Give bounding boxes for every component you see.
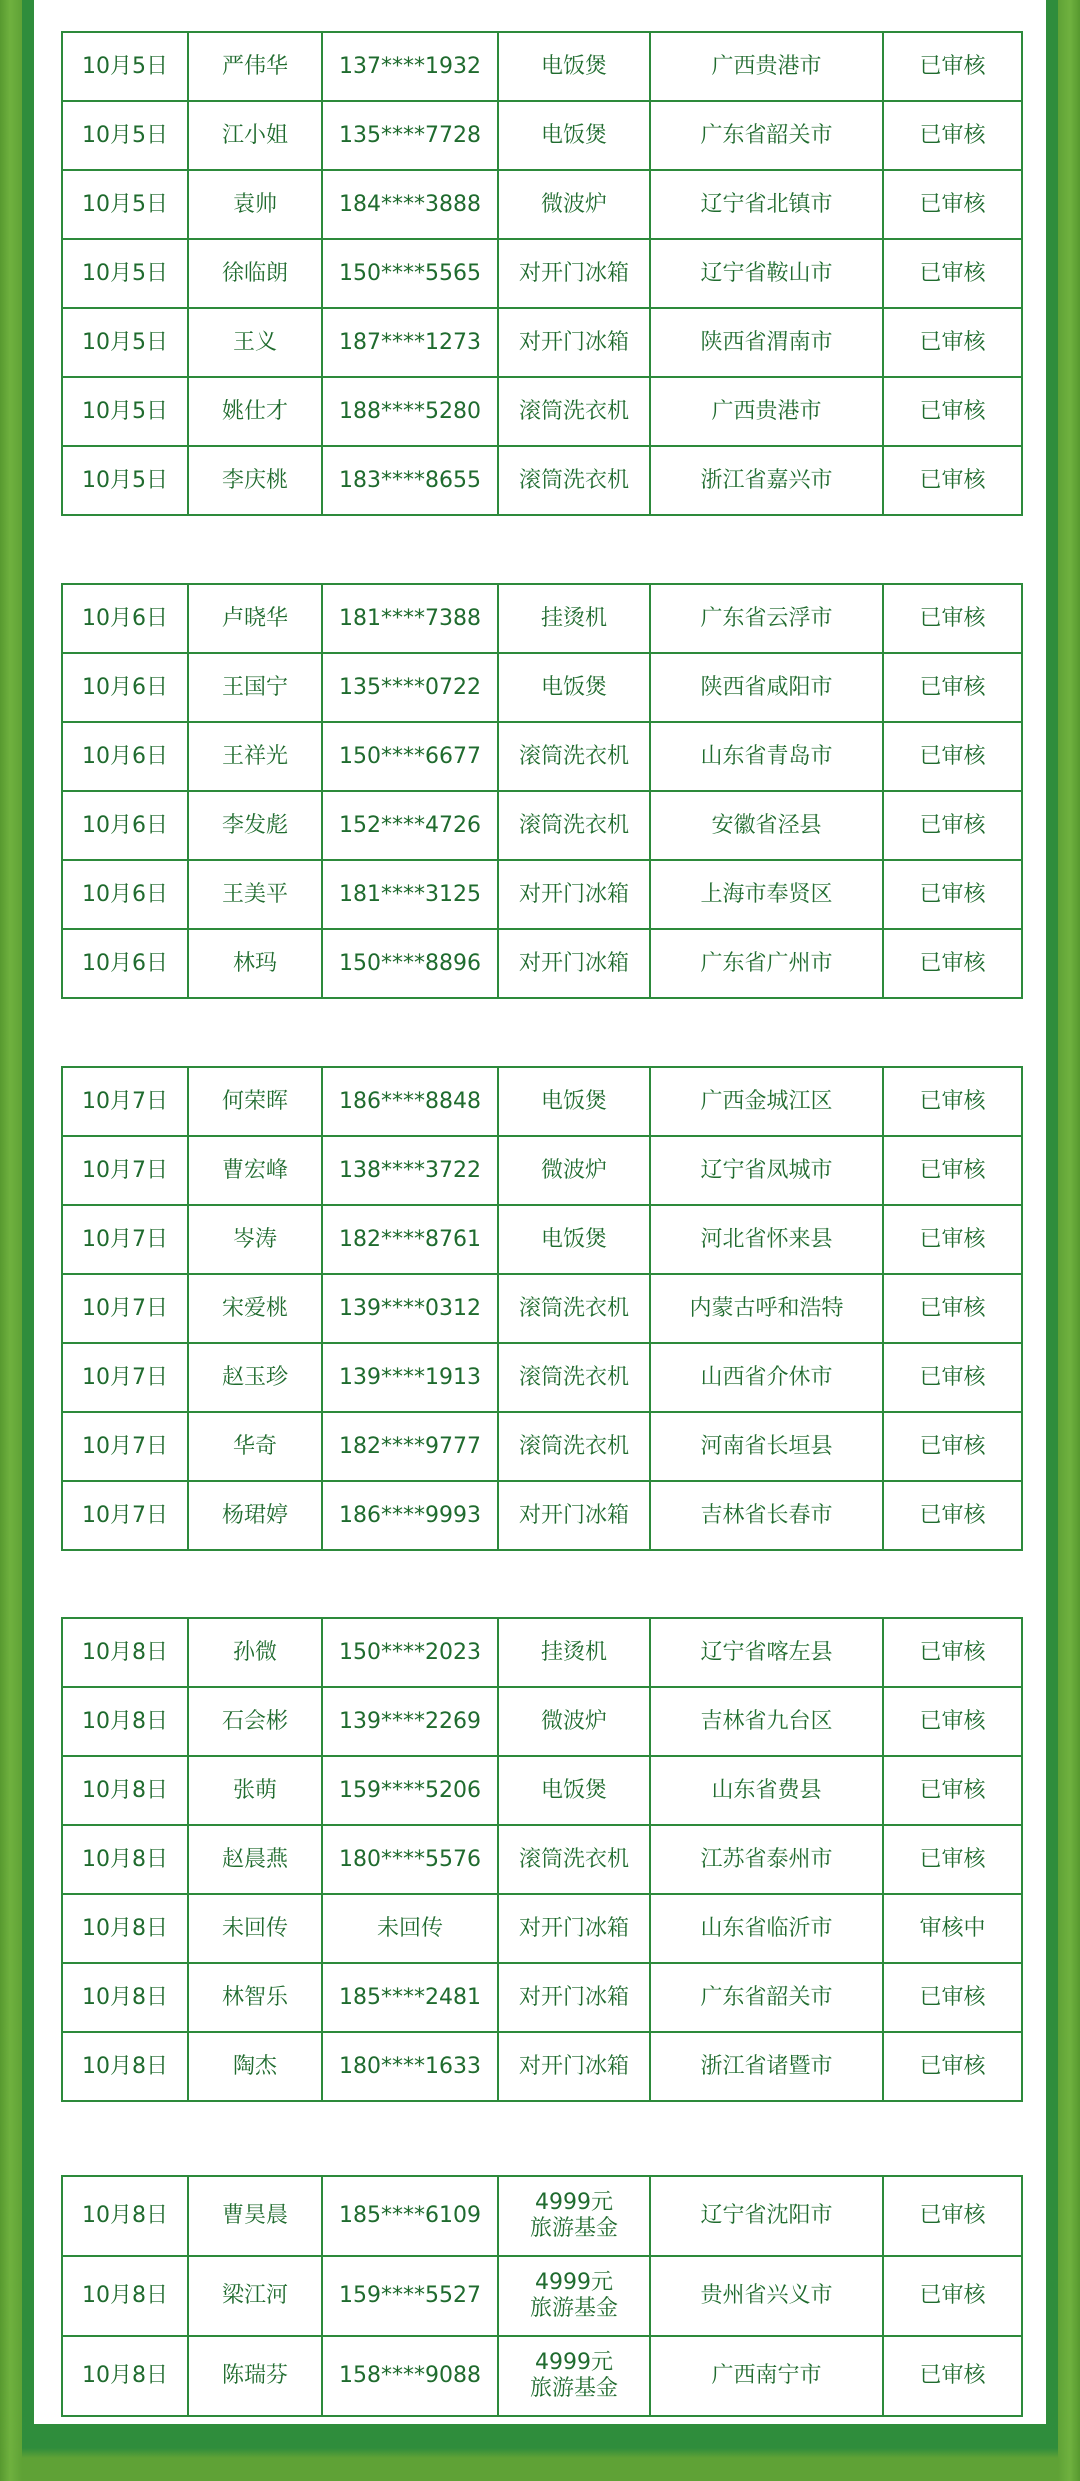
status-cell: 已审核 bbox=[883, 1067, 1022, 1136]
date-cell: 10月8日 bbox=[62, 1894, 188, 1963]
status-cell: 已审核 bbox=[883, 1687, 1022, 1756]
region-cell: 河北省怀来县 bbox=[650, 1205, 883, 1274]
name-cell: 曹昊晨 bbox=[188, 2176, 322, 2256]
prize-cell: 微波炉 bbox=[498, 170, 650, 239]
status-cell: 已审核 bbox=[883, 32, 1022, 101]
status-cell: 已审核 bbox=[883, 584, 1022, 653]
date-cell: 10月8日 bbox=[62, 1963, 188, 2032]
table-row bbox=[62, 1825, 1022, 1894]
phone-cell: 135****0722 bbox=[322, 653, 498, 722]
date-cell: 10月6日 bbox=[62, 722, 188, 791]
name-cell: 严伟华 bbox=[188, 32, 322, 101]
region-cell: 广东省韶关市 bbox=[650, 101, 883, 170]
name-cell: 王国宁 bbox=[188, 653, 322, 722]
name-cell: 陶杰 bbox=[188, 2032, 322, 2101]
prize-cell: 电饭煲 bbox=[498, 32, 650, 101]
status-cell: 已审核 bbox=[883, 1825, 1022, 1894]
frame-bottom-strip bbox=[22, 2448, 1058, 2481]
status-cell: 已审核 bbox=[883, 239, 1022, 308]
date-cell: 10月8日 bbox=[62, 2256, 188, 2336]
prize-cell bbox=[498, 2336, 650, 2416]
table-row bbox=[62, 1963, 1022, 2032]
region-cell: 吉林省长春市 bbox=[650, 1481, 883, 1550]
phone-cell: 137****1932 bbox=[322, 32, 498, 101]
date-cell: 10月6日 bbox=[62, 860, 188, 929]
date-cell: 10月8日 bbox=[62, 1825, 188, 1894]
region-cell: 山东省费县 bbox=[650, 1756, 883, 1825]
winners-table-travel-fund bbox=[61, 2175, 1023, 2417]
table-row bbox=[62, 1274, 1022, 1343]
status-cell: 已审核 bbox=[883, 377, 1022, 446]
status-cell: 已审核 bbox=[883, 170, 1022, 239]
date-cell: 10月7日 bbox=[62, 1136, 188, 1205]
prize-cell: 对开门冰箱 bbox=[498, 1963, 650, 2032]
status-cell: 已审核 bbox=[883, 101, 1022, 170]
status-cell: 已审核 bbox=[883, 2256, 1022, 2336]
phone-cell: 138****3722 bbox=[322, 1136, 498, 1205]
table-row bbox=[62, 1618, 1022, 1687]
prize-cell: 对开门冰箱 bbox=[498, 1894, 650, 1963]
status-cell: 已审核 bbox=[883, 722, 1022, 791]
prize-cell: 电饭煲 bbox=[498, 653, 650, 722]
date-cell: 10月8日 bbox=[62, 2336, 188, 2416]
date-cell: 10月8日 bbox=[62, 2176, 188, 2256]
name-cell: 袁帅 bbox=[188, 170, 322, 239]
region-cell: 广东省云浮市 bbox=[650, 584, 883, 653]
region-cell: 内蒙古呼和浩特 bbox=[650, 1274, 883, 1343]
name-cell: 华奇 bbox=[188, 1412, 322, 1481]
name-cell: 杨珺婷 bbox=[188, 1481, 322, 1550]
region-cell: 广西贵港市 bbox=[650, 377, 883, 446]
name-cell: 陈瑞芬 bbox=[188, 2336, 322, 2416]
phone-cell: 159****5206 bbox=[322, 1756, 498, 1825]
date-cell: 10月8日 bbox=[62, 1756, 188, 1825]
prize-cell: 对开门冰箱 bbox=[498, 308, 650, 377]
phone-cell: 150****2023 bbox=[322, 1618, 498, 1687]
prize-cell: 对开门冰箱 bbox=[498, 1481, 650, 1550]
phone-cell: 187****1273 bbox=[322, 308, 498, 377]
region-cell: 辽宁省喀左县 bbox=[650, 1618, 883, 1687]
prize-cell bbox=[498, 2176, 650, 2256]
date-cell: 10月5日 bbox=[62, 239, 188, 308]
phone-cell: 186****9993 bbox=[322, 1481, 498, 1550]
prize-cell: 电饭煲 bbox=[498, 1067, 650, 1136]
prize-cell: 微波炉 bbox=[498, 1136, 650, 1205]
name-cell: 曹宏峰 bbox=[188, 1136, 322, 1205]
phone-cell: 139****1913 bbox=[322, 1343, 498, 1412]
winners-table-oct7 bbox=[61, 1066, 1023, 1551]
name-cell: 卢晓华 bbox=[188, 584, 322, 653]
phone-cell: 152****4726 bbox=[322, 791, 498, 860]
prize-cell: 滚筒洗衣机 bbox=[498, 791, 650, 860]
date-cell: 10月5日 bbox=[62, 32, 188, 101]
region-cell: 山西省介休市 bbox=[650, 1343, 883, 1412]
winners-table-oct5 bbox=[61, 31, 1023, 516]
winners-table-oct6 bbox=[61, 583, 1023, 999]
phone-cell: 159****5527 bbox=[322, 2256, 498, 2336]
table-row bbox=[62, 1412, 1022, 1481]
region-cell: 山东省青岛市 bbox=[650, 722, 883, 791]
date-cell: 10月7日 bbox=[62, 1481, 188, 1550]
table-row bbox=[62, 2336, 1022, 2416]
phone-cell: 150****6677 bbox=[322, 722, 498, 791]
region-cell: 浙江省诸暨市 bbox=[650, 2032, 883, 2101]
table-row bbox=[62, 308, 1022, 377]
table-row bbox=[62, 860, 1022, 929]
prize-amount: 4999元 bbox=[535, 2350, 613, 2375]
prize-cell bbox=[498, 2256, 650, 2336]
table-row bbox=[62, 929, 1022, 998]
name-cell: 何荣晖 bbox=[188, 1067, 322, 1136]
name-cell: 孙微 bbox=[188, 1618, 322, 1687]
prize-cell: 微波炉 bbox=[498, 1687, 650, 1756]
date-cell: 10月6日 bbox=[62, 653, 188, 722]
phone-cell: 150****5565 bbox=[322, 239, 498, 308]
prize-type: 旅游基金 bbox=[529, 2216, 618, 2241]
phone-cell: 180****1633 bbox=[322, 2032, 498, 2101]
region-cell: 广东省韶关市 bbox=[650, 1963, 883, 2032]
phone-cell: 183****8655 bbox=[322, 446, 498, 515]
name-cell: 姚仕才 bbox=[188, 377, 322, 446]
prize-cell: 对开门冰箱 bbox=[498, 239, 650, 308]
name-cell: 王祥光 bbox=[188, 722, 322, 791]
name-cell: 赵晨燕 bbox=[188, 1825, 322, 1894]
name-cell: 林玛 bbox=[188, 929, 322, 998]
prize-cell: 滚筒洗衣机 bbox=[498, 722, 650, 791]
prize-type: 旅游基金 bbox=[529, 2296, 618, 2321]
table-row bbox=[62, 170, 1022, 239]
name-cell: 张萌 bbox=[188, 1756, 322, 1825]
region-cell: 贵州省兴义市 bbox=[650, 2256, 883, 2336]
name-cell: 林智乐 bbox=[188, 1963, 322, 2032]
date-cell: 10月5日 bbox=[62, 170, 188, 239]
date-cell: 10月5日 bbox=[62, 101, 188, 170]
phone-cell: 186****8848 bbox=[322, 1067, 498, 1136]
table-row bbox=[62, 1343, 1022, 1412]
table-row bbox=[62, 101, 1022, 170]
region-cell: 辽宁省凤城市 bbox=[650, 1136, 883, 1205]
name-cell: 李发彪 bbox=[188, 791, 322, 860]
table-row bbox=[62, 2256, 1022, 2336]
region-cell: 上海市奉贤区 bbox=[650, 860, 883, 929]
phone-cell: 180****5576 bbox=[322, 1825, 498, 1894]
prize-cell: 电饭煲 bbox=[498, 101, 650, 170]
region-cell: 辽宁省北镇市 bbox=[650, 170, 883, 239]
region-cell: 广东省广州市 bbox=[650, 929, 883, 998]
phone-cell: 188****5280 bbox=[322, 377, 498, 446]
table-row bbox=[62, 2176, 1022, 2256]
date-cell: 10月8日 bbox=[62, 2032, 188, 2101]
name-cell: 石会彬 bbox=[188, 1687, 322, 1756]
phone-cell: 182****9777 bbox=[322, 1412, 498, 1481]
phone-cell: 158****9088 bbox=[322, 2336, 498, 2416]
date-cell: 10月7日 bbox=[62, 1067, 188, 1136]
name-cell: 赵玉珍 bbox=[188, 1343, 322, 1412]
date-cell: 10月5日 bbox=[62, 308, 188, 377]
status-cell: 已审核 bbox=[883, 653, 1022, 722]
phone-cell: 182****8761 bbox=[322, 1205, 498, 1274]
status-cell: 已审核 bbox=[883, 791, 1022, 860]
table-row bbox=[62, 1756, 1022, 1825]
date-cell: 10月5日 bbox=[62, 377, 188, 446]
status-cell: 已审核 bbox=[883, 1136, 1022, 1205]
table-row bbox=[62, 1136, 1022, 1205]
name-cell: 王美平 bbox=[188, 860, 322, 929]
status-cell: 已审核 bbox=[883, 929, 1022, 998]
prize-cell: 挂烫机 bbox=[498, 584, 650, 653]
name-cell: 江小姐 bbox=[188, 101, 322, 170]
region-cell: 安徽省泾县 bbox=[650, 791, 883, 860]
phone-cell: 未回传 bbox=[322, 1894, 498, 1963]
prize-cell: 滚筒洗衣机 bbox=[498, 1825, 650, 1894]
name-cell: 王义 bbox=[188, 308, 322, 377]
prize-cell: 滚筒洗衣机 bbox=[498, 446, 650, 515]
phone-cell: 135****7728 bbox=[322, 101, 498, 170]
region-cell: 广西南宁市 bbox=[650, 2336, 883, 2416]
date-cell: 10月5日 bbox=[62, 446, 188, 515]
date-cell: 10月8日 bbox=[62, 1618, 188, 1687]
prize-cell: 滚筒洗衣机 bbox=[498, 377, 650, 446]
status-cell: 已审核 bbox=[883, 860, 1022, 929]
region-cell: 广西贵港市 bbox=[650, 32, 883, 101]
prize-cell: 对开门冰箱 bbox=[498, 2032, 650, 2101]
status-cell: 审核中 bbox=[883, 1894, 1022, 1963]
prize-cell: 滚筒洗衣机 bbox=[498, 1274, 650, 1343]
phone-cell: 139****2269 bbox=[322, 1687, 498, 1756]
status-cell: 已审核 bbox=[883, 1274, 1022, 1343]
table-row bbox=[62, 239, 1022, 308]
status-cell: 已审核 bbox=[883, 1205, 1022, 1274]
status-cell: 已审核 bbox=[883, 2176, 1022, 2256]
prize-amount: 4999元 bbox=[535, 2190, 613, 2215]
phone-cell: 181****7388 bbox=[322, 584, 498, 653]
table-row bbox=[62, 653, 1022, 722]
prize-cell: 电饭煲 bbox=[498, 1205, 650, 1274]
name-cell: 宋爱桃 bbox=[188, 1274, 322, 1343]
phone-cell: 185****6109 bbox=[322, 2176, 498, 2256]
region-cell: 辽宁省鞍山市 bbox=[650, 239, 883, 308]
date-cell: 10月7日 bbox=[62, 1412, 188, 1481]
table-row bbox=[62, 32, 1022, 101]
prize-type: 旅游基金 bbox=[529, 2376, 618, 2401]
name-cell: 梁江河 bbox=[188, 2256, 322, 2336]
date-cell: 10月6日 bbox=[62, 929, 188, 998]
table-row bbox=[62, 2032, 1022, 2101]
prize-amount: 4999元 bbox=[535, 2270, 613, 2295]
date-cell: 10月7日 bbox=[62, 1343, 188, 1412]
winners-table-oct8 bbox=[61, 1617, 1023, 2102]
region-cell: 山东省临沂市 bbox=[650, 1894, 883, 1963]
table-row bbox=[62, 446, 1022, 515]
name-cell: 未回传 bbox=[188, 1894, 322, 1963]
name-cell: 岑涛 bbox=[188, 1205, 322, 1274]
status-cell: 已审核 bbox=[883, 1412, 1022, 1481]
prize-cell: 滚筒洗衣机 bbox=[498, 1412, 650, 1481]
phone-cell: 184****3888 bbox=[322, 170, 498, 239]
table-row bbox=[62, 584, 1022, 653]
status-cell: 已审核 bbox=[883, 446, 1022, 515]
table-row bbox=[62, 377, 1022, 446]
table-row bbox=[62, 1894, 1022, 1963]
region-cell: 河南省长垣县 bbox=[650, 1412, 883, 1481]
region-cell: 浙江省嘉兴市 bbox=[650, 446, 883, 515]
status-cell: 已审核 bbox=[883, 1481, 1022, 1550]
prize-cell: 挂烫机 bbox=[498, 1618, 650, 1687]
table-row bbox=[62, 1067, 1022, 1136]
phone-cell: 185****2481 bbox=[322, 1963, 498, 2032]
status-cell: 已审核 bbox=[883, 2032, 1022, 2101]
region-cell: 陕西省咸阳市 bbox=[650, 653, 883, 722]
prize-cell: 电饭煲 bbox=[498, 1756, 650, 1825]
table-row bbox=[62, 791, 1022, 860]
phone-cell: 150****8896 bbox=[322, 929, 498, 998]
region-cell: 陕西省渭南市 bbox=[650, 308, 883, 377]
table-row bbox=[62, 1481, 1022, 1550]
status-cell: 已审核 bbox=[883, 1756, 1022, 1825]
date-cell: 10月6日 bbox=[62, 791, 188, 860]
prize-cell: 滚筒洗衣机 bbox=[498, 1343, 650, 1412]
date-cell: 10月6日 bbox=[62, 584, 188, 653]
content-panel bbox=[34, 0, 1046, 2424]
region-cell: 广西金城江区 bbox=[650, 1067, 883, 1136]
region-cell: 吉林省九台区 bbox=[650, 1687, 883, 1756]
status-cell: 已审核 bbox=[883, 1343, 1022, 1412]
status-cell: 已审核 bbox=[883, 2336, 1022, 2416]
table-row bbox=[62, 722, 1022, 791]
phone-cell: 181****3125 bbox=[322, 860, 498, 929]
region-cell: 江苏省泰州市 bbox=[650, 1825, 883, 1894]
region-cell: 辽宁省沈阳市 bbox=[650, 2176, 883, 2256]
date-cell: 10月8日 bbox=[62, 1687, 188, 1756]
phone-cell: 139****0312 bbox=[322, 1274, 498, 1343]
prize-cell: 对开门冰箱 bbox=[498, 860, 650, 929]
status-cell: 已审核 bbox=[883, 1618, 1022, 1687]
name-cell: 李庆桃 bbox=[188, 446, 322, 515]
date-cell: 10月7日 bbox=[62, 1274, 188, 1343]
table-row bbox=[62, 1687, 1022, 1756]
prize-cell: 对开门冰箱 bbox=[498, 929, 650, 998]
name-cell: 徐临朗 bbox=[188, 239, 322, 308]
date-cell: 10月7日 bbox=[62, 1205, 188, 1274]
status-cell: 已审核 bbox=[883, 1963, 1022, 2032]
status-cell: 已审核 bbox=[883, 308, 1022, 377]
table-row bbox=[62, 1205, 1022, 1274]
